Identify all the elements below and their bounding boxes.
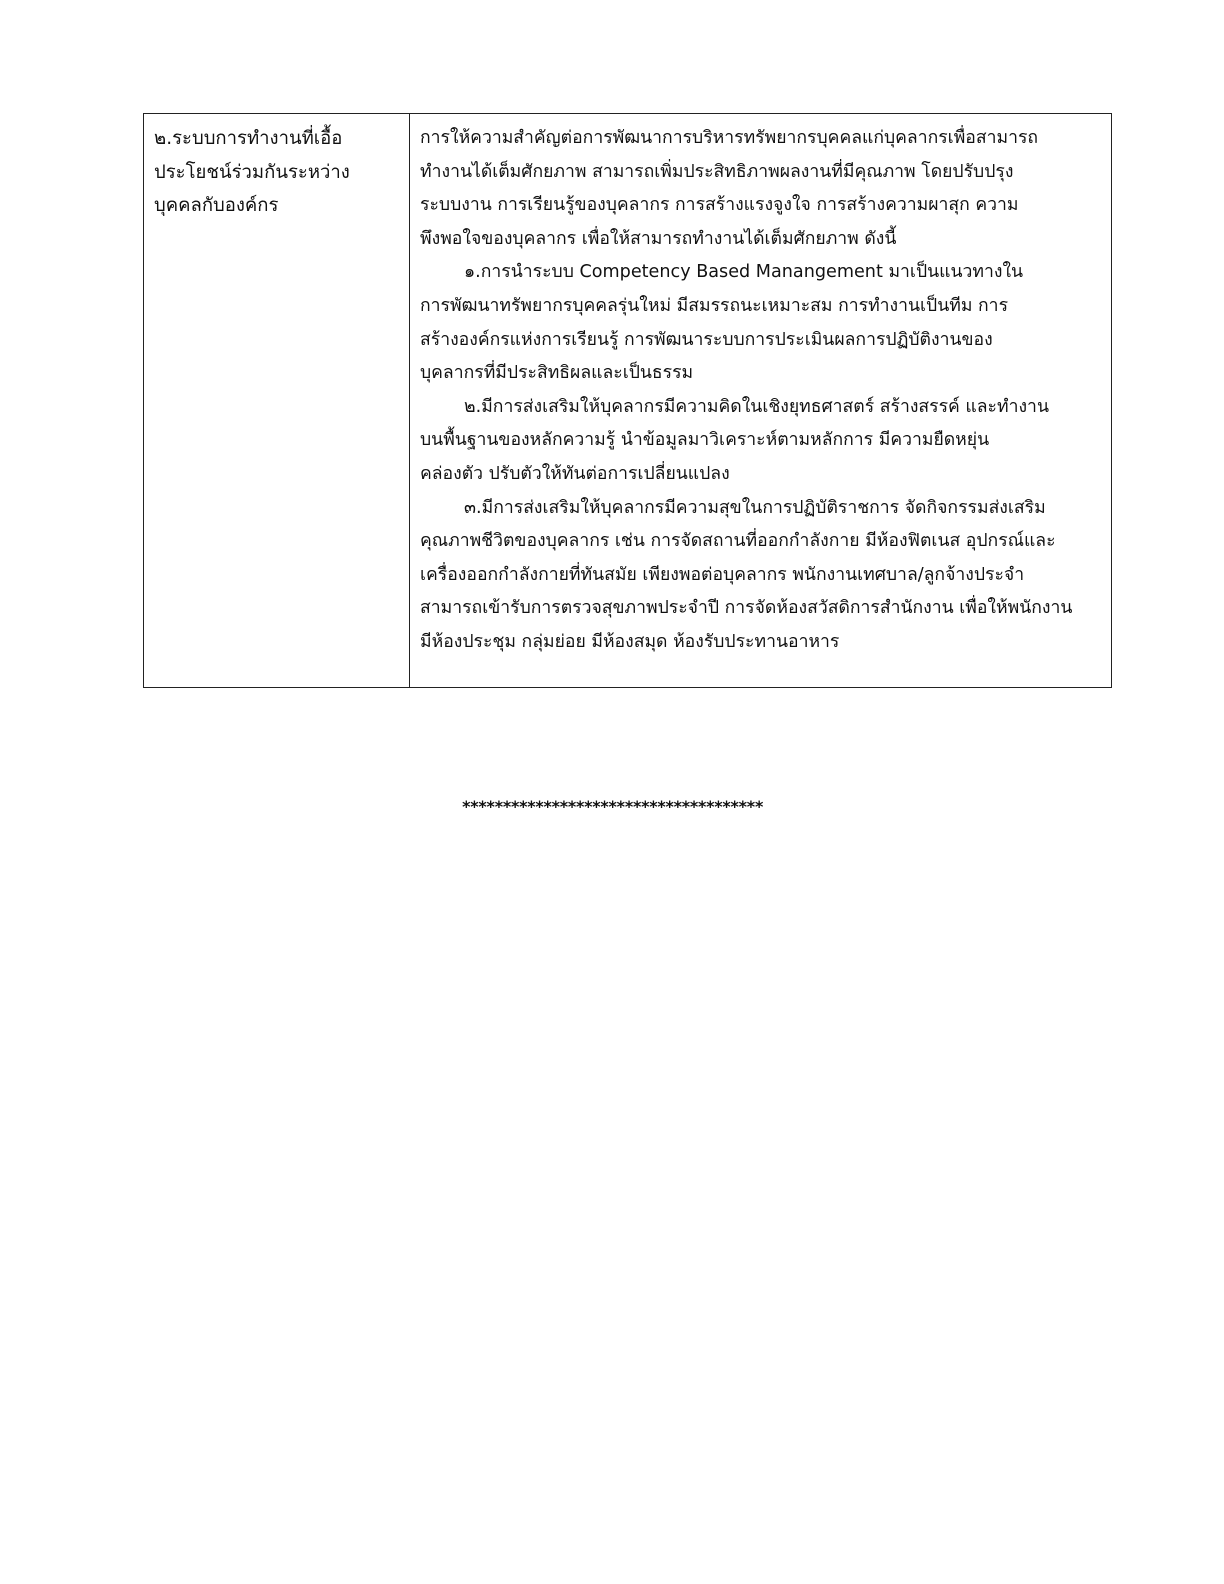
item-1-line: สร้างองค์กรแห่งการเรียนรู้ การพัฒนาระบบการประเมินผลการปฏิบัติงานของ [420, 329, 993, 350]
asterisk-separator: ************************************* [461, 797, 763, 816]
topic-line: ๒.ระบบการทำงานที่เอื้อ [154, 128, 343, 149]
item-1-line: ๑.การนำระบบ Competency Based Manangement มาเป็นแนวทางใน [464, 262, 1024, 283]
description-line: พึงพอใจของบุคลากร เพื่อให้สามารถทำงานได้เต็มศักยภาพ ดังนี้ [420, 228, 897, 249]
description-line: ระบบงาน การเรียนรู้ของบุคลากร การสร้างแรงจูงใจ การสร้างความผาสุก ความ [420, 195, 1019, 216]
item-1-line: บุคลากรที่มีประสิทธิผลและเป็นธรรม [420, 363, 694, 384]
item-1-line: การพัฒนาทรัพยากรบุคคลรุ่นใหม่ มีสมรรถนะเหมาะสม การทำงานเป็นทีม การ [420, 295, 1009, 316]
topic-line: ประโยชน์ร่วมกันระหว่าง [154, 161, 350, 183]
item-3-line: มีห้องประชุม กลุ่มย่อย มีห้องสมุด ห้องรับประทานอาหาร [420, 631, 840, 652]
item-2-line: คล่องตัว ปรับตัวให้ทันต่อการเปลี่ยนแปลง [420, 463, 730, 484]
item-2-line: ๒.มีการส่งเสริมให้บุคลากรมีความคิดในเชิงยุทธศาสตร์ สร้างสรรค์ และทำงาน [464, 396, 1049, 417]
description-line: ทำงานได้เต็มศักยภาพ สามารถเพิ่มประสิทธิภาพผลงานที่มีคุณภาพ โดยปรับปรุง [420, 161, 1014, 182]
item-2-line: บนพื้นฐานของหลักความรู้ นำข้อมูลมาวิเคราะห์ตามหลักการ มีความยืดหยุ่น [420, 430, 990, 451]
item-3-line: สามารถเข้ารับการตรวจสุขภาพประจำปี การจัดห้องสวัสดิการสำนักงาน เพื่อให้พนักงาน [420, 598, 1073, 619]
item-3-line: เครื่องออกกำลังกายที่ทันสมัย เพียงพอต่อบุคลากร พนักงานเทศบาล/ลูกจ้างประจำ [420, 564, 1025, 585]
table-cell-description [410, 114, 1111, 687]
topic-line: บุคคลกับองค์กร [154, 195, 279, 217]
item-3-line: ๓.มีการส่งเสริมให้บุคลากรมีความสุขในการปฏิบัติราชการ จัดกิจกรรมส่งเสริม [464, 497, 1046, 518]
description-line: การให้ความสำคัญต่อการพัฒนาการบริหารทรัพยากรบุคคลแก่บุคลากรเพื่อสามารถ [420, 128, 1039, 148]
content-table [143, 113, 1112, 688]
item-3-line: คุณภาพชีวิตของบุคลากร เช่น การจัดสถานที่ออกกำลังกาย มีห้องฟิตเนส อุปกรณ์และ [420, 531, 1056, 552]
table-cell-topic [144, 114, 410, 687]
